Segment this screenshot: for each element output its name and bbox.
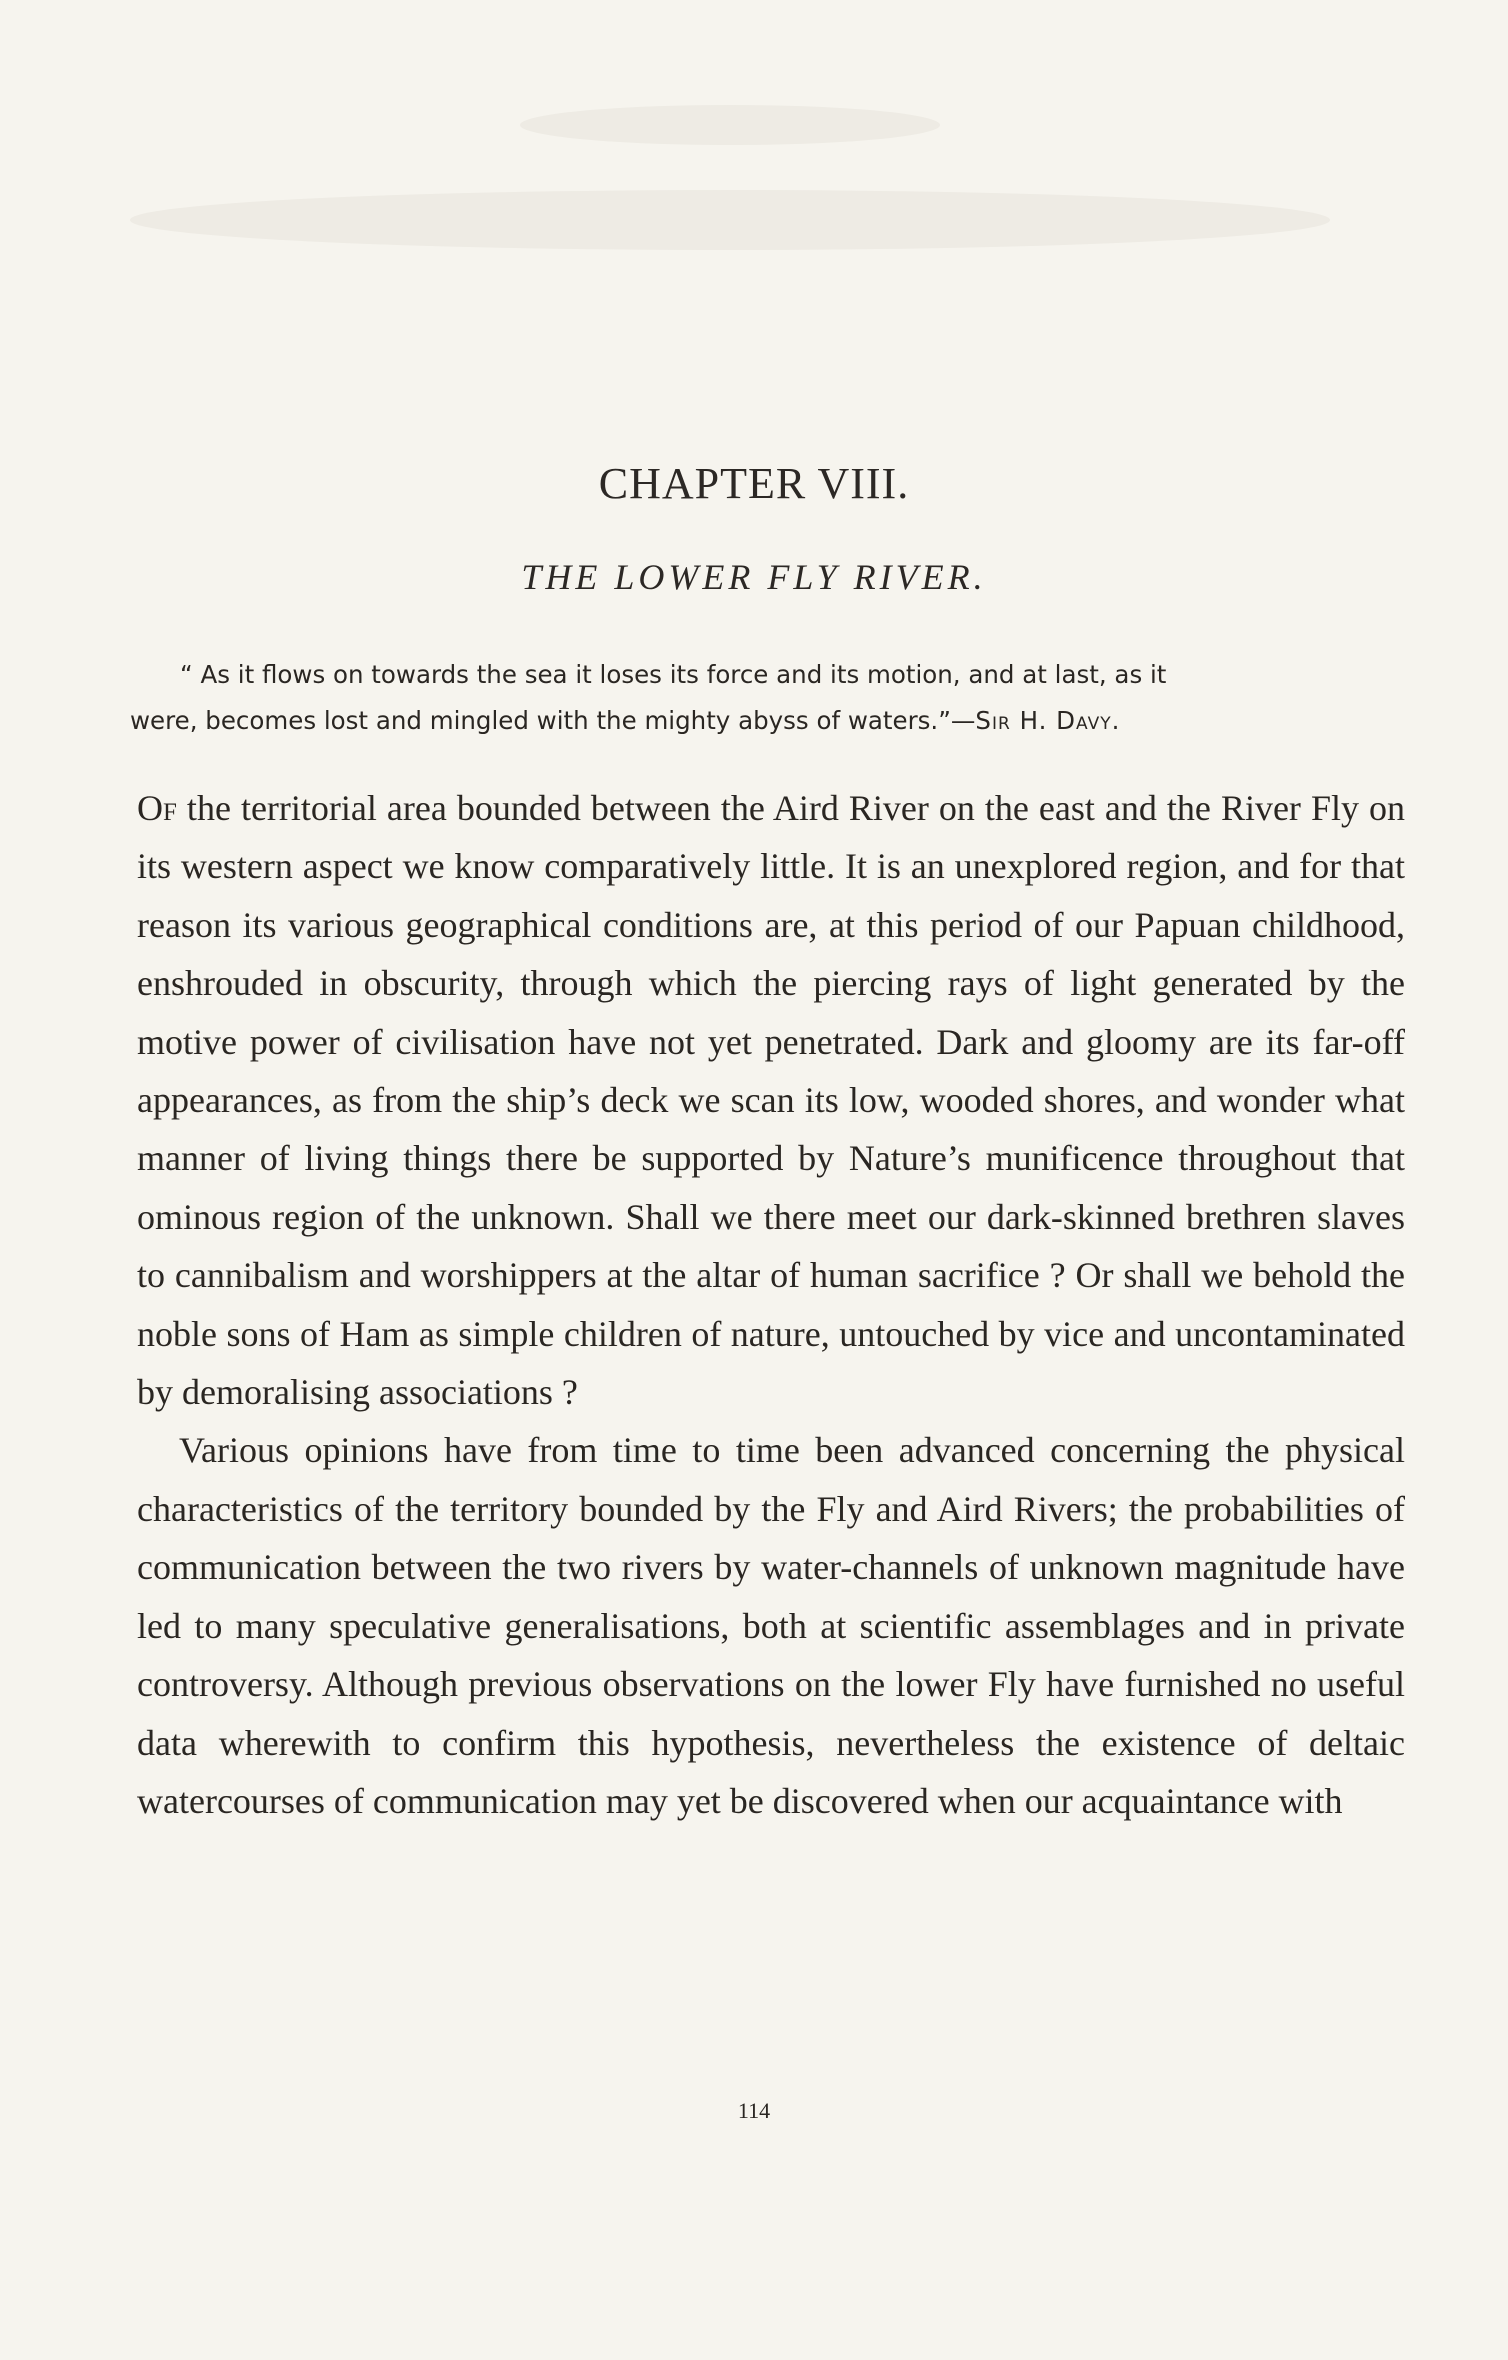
epigraph-author: Sir H. Davy. xyxy=(975,706,1121,735)
paragraph-2: Various opinions have from time to time been advanced concerning the physical characteristics of the territory bounded by the Fly and Aird Rivers; the probabilities of communication between the two rivers by water-channels of unknown magnitude have led to many speculative generalisations, both at scientific assemblages and in private controversy. Although previous observations on the lower Fly have furnished no useful data wherewith to confirm this hypothesis, nevertheless the existence of deltaic watercourses of communication may yet be discovered when our acquaintance with xyxy=(137,1430,1405,1821)
chapter-heading: CHAPTER VIII. xyxy=(598,459,910,508)
body-text xyxy=(137,779,1405,1830)
paragraph-1-text: the territorial area bounded between the Aird River on the east and the River Fly on its western aspect we know comparatively little. It is an unexplored region, and for that reason its various geographical conditions are, at this period of our Papuan childhood, enshrouded in obscurity, through which the piercing rays of light generated by the motive power of civilisation have not yet penetrated. Dark and gloomy are its far-off appearances, as from the ship’s deck we scan its low, wooded shores, and wonder what manner of living things there be supported by Nature’s munificence throughout that ominous region of the unknown. Shall we there meet our dark-skinned brethren slaves to cannibalism and worshippers at the altar of human sacrifice ? Or shall we behold the noble sons of Ham as simple children of nature, untouched by vice and uncontaminated by demoralising associations ? xyxy=(137,788,1405,1413)
paper-show-through xyxy=(130,190,1330,250)
epigraph-line-2-text: were, becomes lost and mingled with the mighty abyss of waters.”— xyxy=(130,706,976,735)
page-number: 114 xyxy=(737,2098,771,2123)
paragraph-1-first-word: Of xyxy=(137,788,177,828)
paper-show-through xyxy=(520,105,940,145)
epigraph-line-2 xyxy=(130,698,1380,744)
epigraph xyxy=(130,652,1380,744)
epigraph-line-1: “ As it flows on towards the sea it loses its force and its motion, and at last, as it xyxy=(180,660,1167,689)
paragraph-1 xyxy=(137,779,1405,1421)
chapter-title: THE LOWER FLY RIVER. xyxy=(521,557,987,597)
